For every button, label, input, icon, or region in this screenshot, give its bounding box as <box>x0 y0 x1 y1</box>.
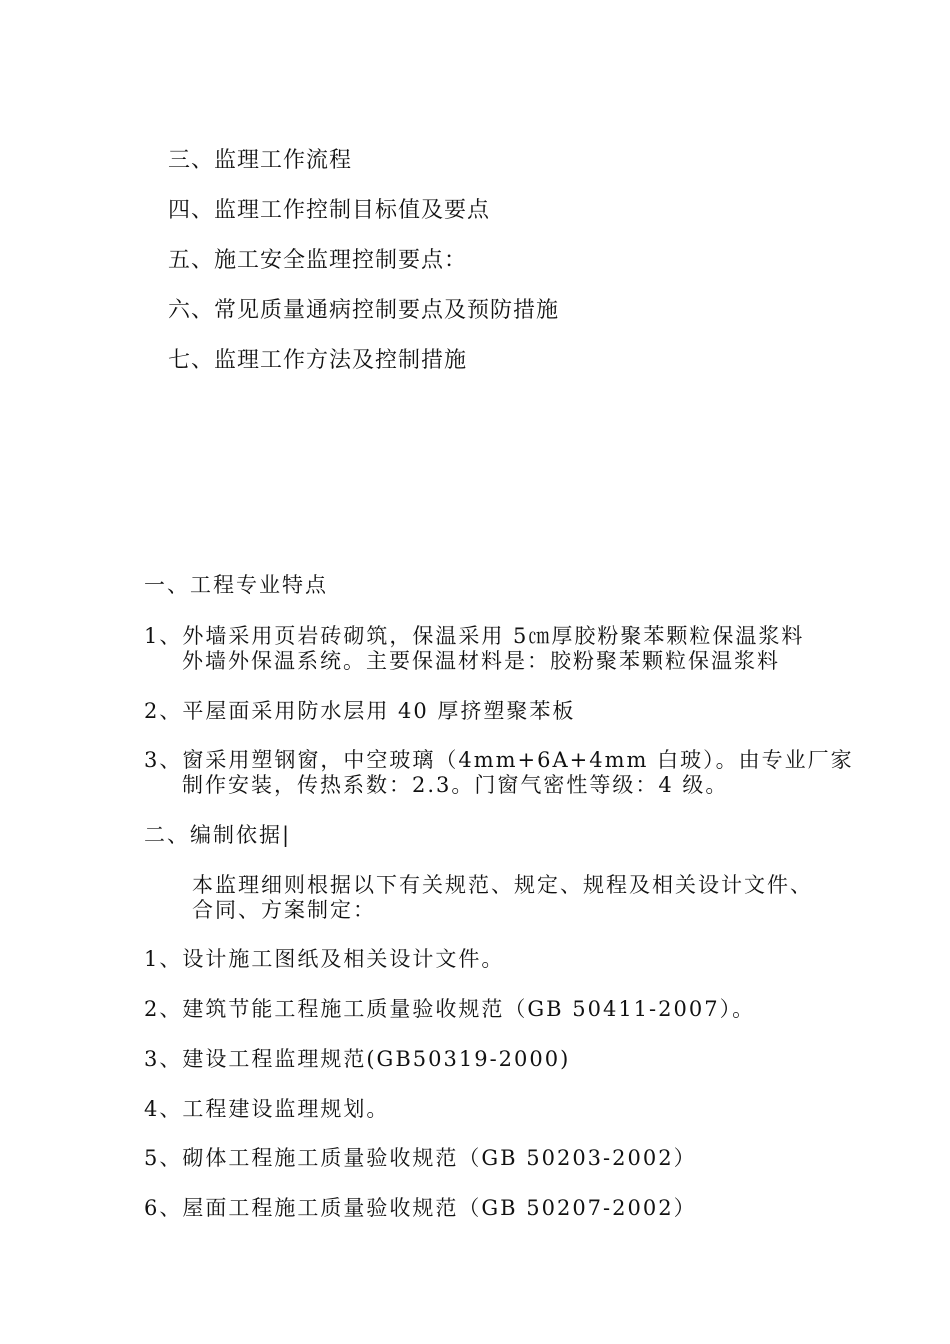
basis-intro-line-2: 合同、方案制定： <box>192 898 376 922</box>
section-heading-project-features: 一、工程专业特点 <box>144 573 328 597</box>
toc-item-5: 五、施工安全监理控制要点： <box>168 248 468 273</box>
feature-item-3-line-2: 制作安装，传热系数：2.3。门窗气密性等级：4 级。 <box>182 773 729 797</box>
basis-item-3: 3、建设工程监理规范(GB50319-2000) <box>144 1047 571 1071</box>
feature-item-2: 2、平屋面采用防水层用 40 厚挤塑聚苯板 <box>144 699 576 723</box>
feature-item-3-line-1: 3、窗采用塑钢窗，中空玻璃（4mm+6A+4mm 白玻）。由专业厂家 <box>144 748 854 772</box>
toc-item-6: 六、常见质量通病控制要点及预防措施 <box>168 298 560 323</box>
toc-item-3: 三、监理工作流程 <box>168 148 353 173</box>
toc-item-7: 七、监理工作方法及控制措施 <box>168 348 468 373</box>
basis-item-1: 1、设计施工图纸及相关设计文件。 <box>144 947 505 971</box>
toc-item-4: 四、监理工作控制目标值及要点 <box>168 198 491 223</box>
basis-item-2: 2、建筑节能工程施工质量验收规范（GB 50411-2007）。 <box>144 997 756 1021</box>
feature-item-1-line-1: 1、外墙采用页岩砖砌筑，保温采用 5㎝厚胶粉聚苯颗粒保温浆料 <box>144 624 805 648</box>
feature-item-1-line-2: 外墙外保温系统。主要保温材料是：胶粉聚苯颗粒保温浆料 <box>182 649 780 673</box>
basis-intro-line-1: 本监理细则根据以下有关规范、规定、规程及相关设计文件、 <box>192 873 813 897</box>
section-heading-basis: 二、编制依据| <box>144 823 292 847</box>
basis-item-4: 4、工程建设监理规划。 <box>144 1097 390 1121</box>
basis-item-6: 6、屋面工程施工质量验收规范（GB 50207-2002） <box>144 1196 697 1220</box>
basis-item-5: 5、砌体工程施工质量验收规范（GB 50203-2002） <box>144 1146 697 1170</box>
